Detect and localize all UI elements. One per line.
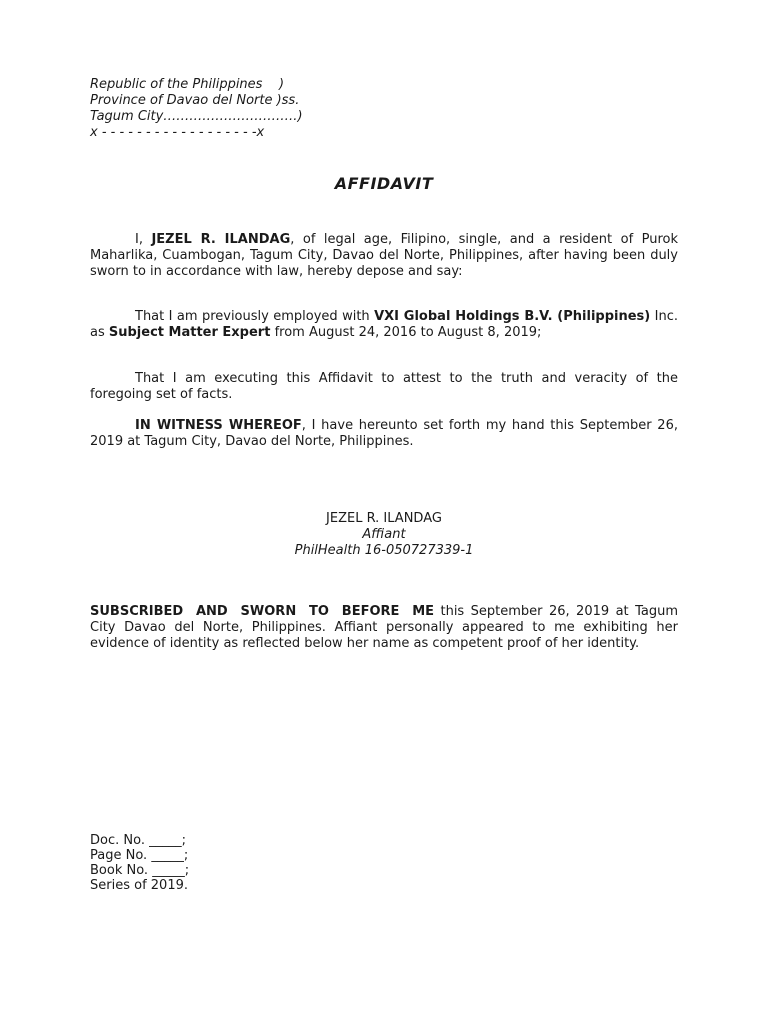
signature-block — [0, 511, 768, 559]
venue-separator: x - - - - - - - - - - - - - - - - - -x — [90, 125, 265, 140]
notarial-register — [90, 833, 189, 893]
paragraph-witness — [90, 418, 678, 450]
employment-mid: Inc. as — [90, 309, 678, 340]
paragraph-identity — [90, 232, 678, 280]
employment-pre: That I am previously employed with — [135, 309, 375, 324]
venue-block — [90, 77, 303, 141]
jurat-lead: SUBSCRIBED AND SWORN TO BEFORE ME — [90, 604, 435, 619]
venue-republic: Republic of the Philippines ) — [90, 77, 285, 92]
witness-post: , I have hereunto set forth my hand this September 26, 2019 at Tagum City, Davao del Norte, Philippines. — [90, 418, 678, 449]
jurat-paragraph — [90, 604, 678, 652]
company-name: VXI Global Holdings B.V. (Philippines) — [374, 309, 651, 324]
series-year: Series of 2019. — [90, 878, 188, 893]
affiant-name: JEZEL R. ILANDAG — [151, 232, 291, 247]
venue-city: Tagum City………………………….) — [90, 109, 303, 124]
jurat-post: this September 26, 2019 at Tagum City Davao del Norte, Philippines. Affiant personally appeared to me exhibiting her evidence of identity as reflected below her name as competent proof of her identity. — [90, 604, 678, 651]
signatory-role: Affiant — [362, 527, 406, 542]
document-title: AFFIDAVIT — [334, 174, 434, 193]
paragraph-purpose: That I am executing this Affidavit to attest to the truth and veracity of the foregoing set of facts. — [90, 371, 678, 402]
witness-lead: IN WITNESS WHEREOF — [135, 418, 302, 433]
book-number: Book No. _____; — [90, 863, 190, 878]
signatory-id: PhilHealth 16-050727339-1 — [294, 543, 474, 558]
position-title: Subject Matter Expert — [108, 325, 271, 340]
page-number: Page No. _____; — [90, 848, 189, 863]
identity-post: , of legal age, Filipino, single, and a resident of Purok Maharlika, Cuambogan, Tagum City, Davao del Norte, Philippines, after having been duly sworn to in accordance with law, hereby depose and say: — [90, 232, 679, 279]
doc-number: Doc. No. _____; — [90, 833, 186, 848]
identity-pre: I, — [135, 232, 152, 247]
venue-province: Province of Davao del Norte )ss. — [90, 93, 300, 108]
signatory-name: JEZEL R. ILANDAG — [326, 511, 442, 526]
employment-post: from August 24, 2016 to August 8, 2019; — [270, 325, 542, 340]
paragraph-employment — [90, 309, 678, 341]
